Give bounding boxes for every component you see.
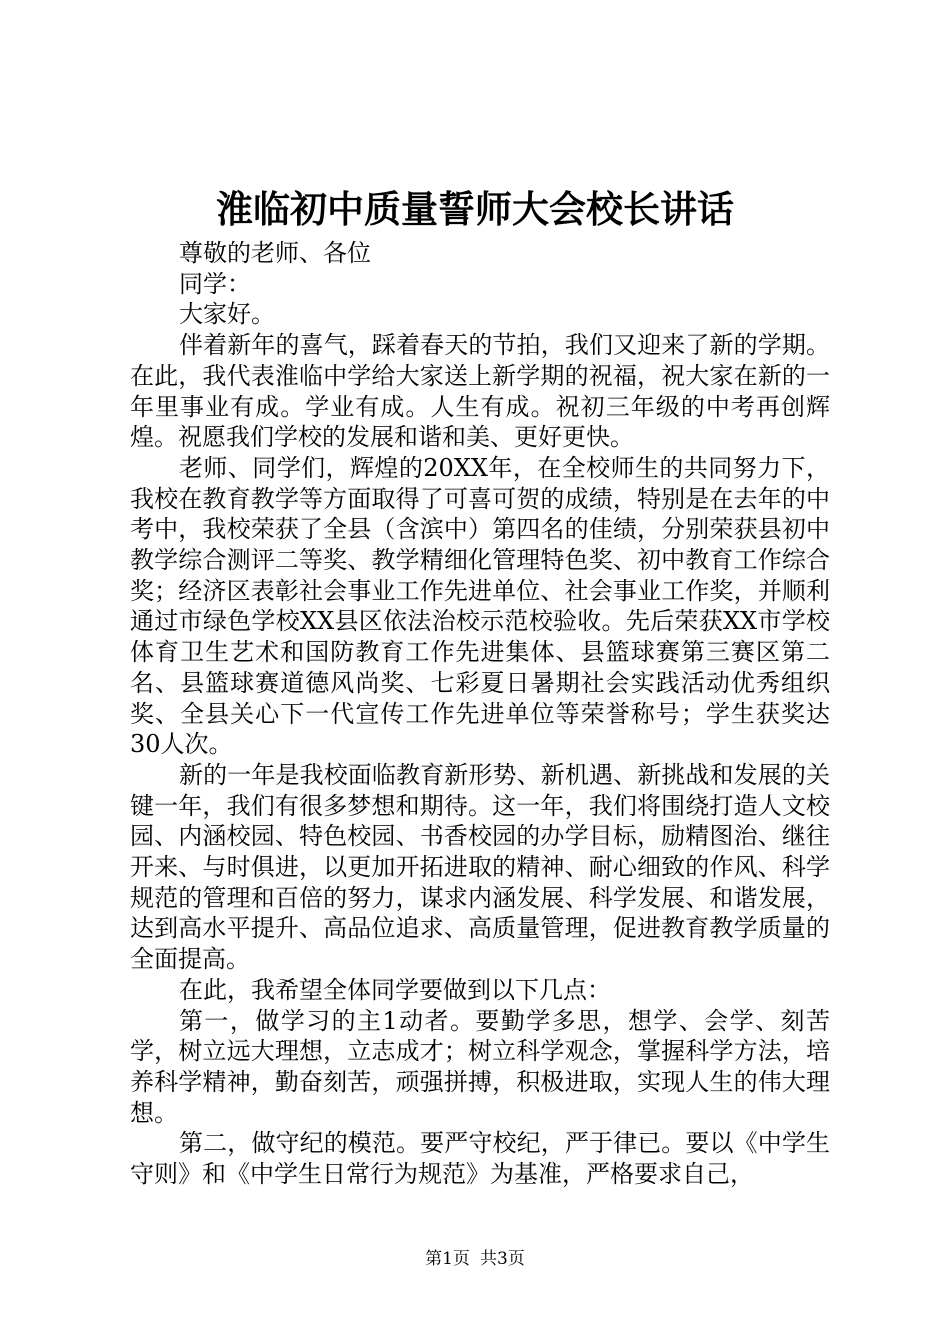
page-total: 共3页 xyxy=(480,1249,525,1269)
paragraph-salutation-2: 同学： xyxy=(179,269,251,298)
page-footer xyxy=(0,1248,950,1270)
document-title: 淮临初中质量誓师大会校长讲话 xyxy=(216,187,734,231)
paragraph-new-term: 伴着新年的喜气，踩着春天的节拍，我们又迎来了新的学期。在此，我代表淮临中学给大家送上新学期的祝福，祝大家在新的一年里事业有成。学业有成。人生有成。祝初三年级的中考再创辉煌。祝愿我们学校的发展和谐和美、更好更快。 xyxy=(130,331,830,452)
paragraph-greeting: 大家好。 xyxy=(179,300,275,329)
paragraph-point-two: 第二，做守纪的模范。要严守校纪，严于律已。要以《中学生守则》和《中学生日常行为规范》为基准，严格要求自己， xyxy=(130,1129,830,1189)
paragraph-point-one: 第一，做学习的主1动者。要勤学多思，想学、会学、刻苦学，树立远大理想，立志成才；树立科学观念，掌握科学方法，培养科学精神，勤奋刻苦，顽强拼搏，积极进取，实现人生的伟大理想。 xyxy=(130,1006,830,1127)
document-body xyxy=(130,238,830,1190)
paragraph-salutation-1: 尊敬的老师、各位 xyxy=(179,239,371,267)
paragraph-expectations-intro: 在此，我希望全体同学要做到以下几点： xyxy=(179,975,611,1004)
paragraph-new-year-goals: 新的一年是我校面临教育新形势、新机遇、新挑战和发展的关键一年，我们有很多梦想和期待。这一年，我们将围绕打造人文校园、内涵校园、特色校园、书香校园的办学目标，励精图治、继往开来、与时俱进，以更加开拓进取的精神、耐心细致的作风、科学规范的管理和百倍的努力，谋求内涵发展、科学发展、和谐发展，达到高水平提升、高品位追求、高质量管理，促进教育教学质量的全面提高。 xyxy=(130,760,830,974)
paragraph-achievements: 老师、同学们，辉煌的20XX年，在全校师生的共同努力下，我校在教育教学等方面取得了可喜可贺的成绩，特别是在去年的中考中，我校荣获了全县（含滨中）第四名的佳绩，分别荣获县初中教学综合测评二等奖、教学精细化管理特色奖、初中教育工作综合奖；经济区表彰社会事业工作先进单位、社会事业工作奖，并顺利通过市绿色学校XX县区依法治校示范校验收。先后荣获XX市学校体育卫生艺术和国防教育工作先进集体、县篮球赛第三赛区第二名、县篮球赛道德风尚奖、七彩夏日暑期社会实践活动优秀组织奖、全县关心下一代宣传工作先进单位等荣誉称号；学生获奖达30人次。 xyxy=(130,453,830,759)
page-number: 第1页 xyxy=(425,1249,470,1269)
